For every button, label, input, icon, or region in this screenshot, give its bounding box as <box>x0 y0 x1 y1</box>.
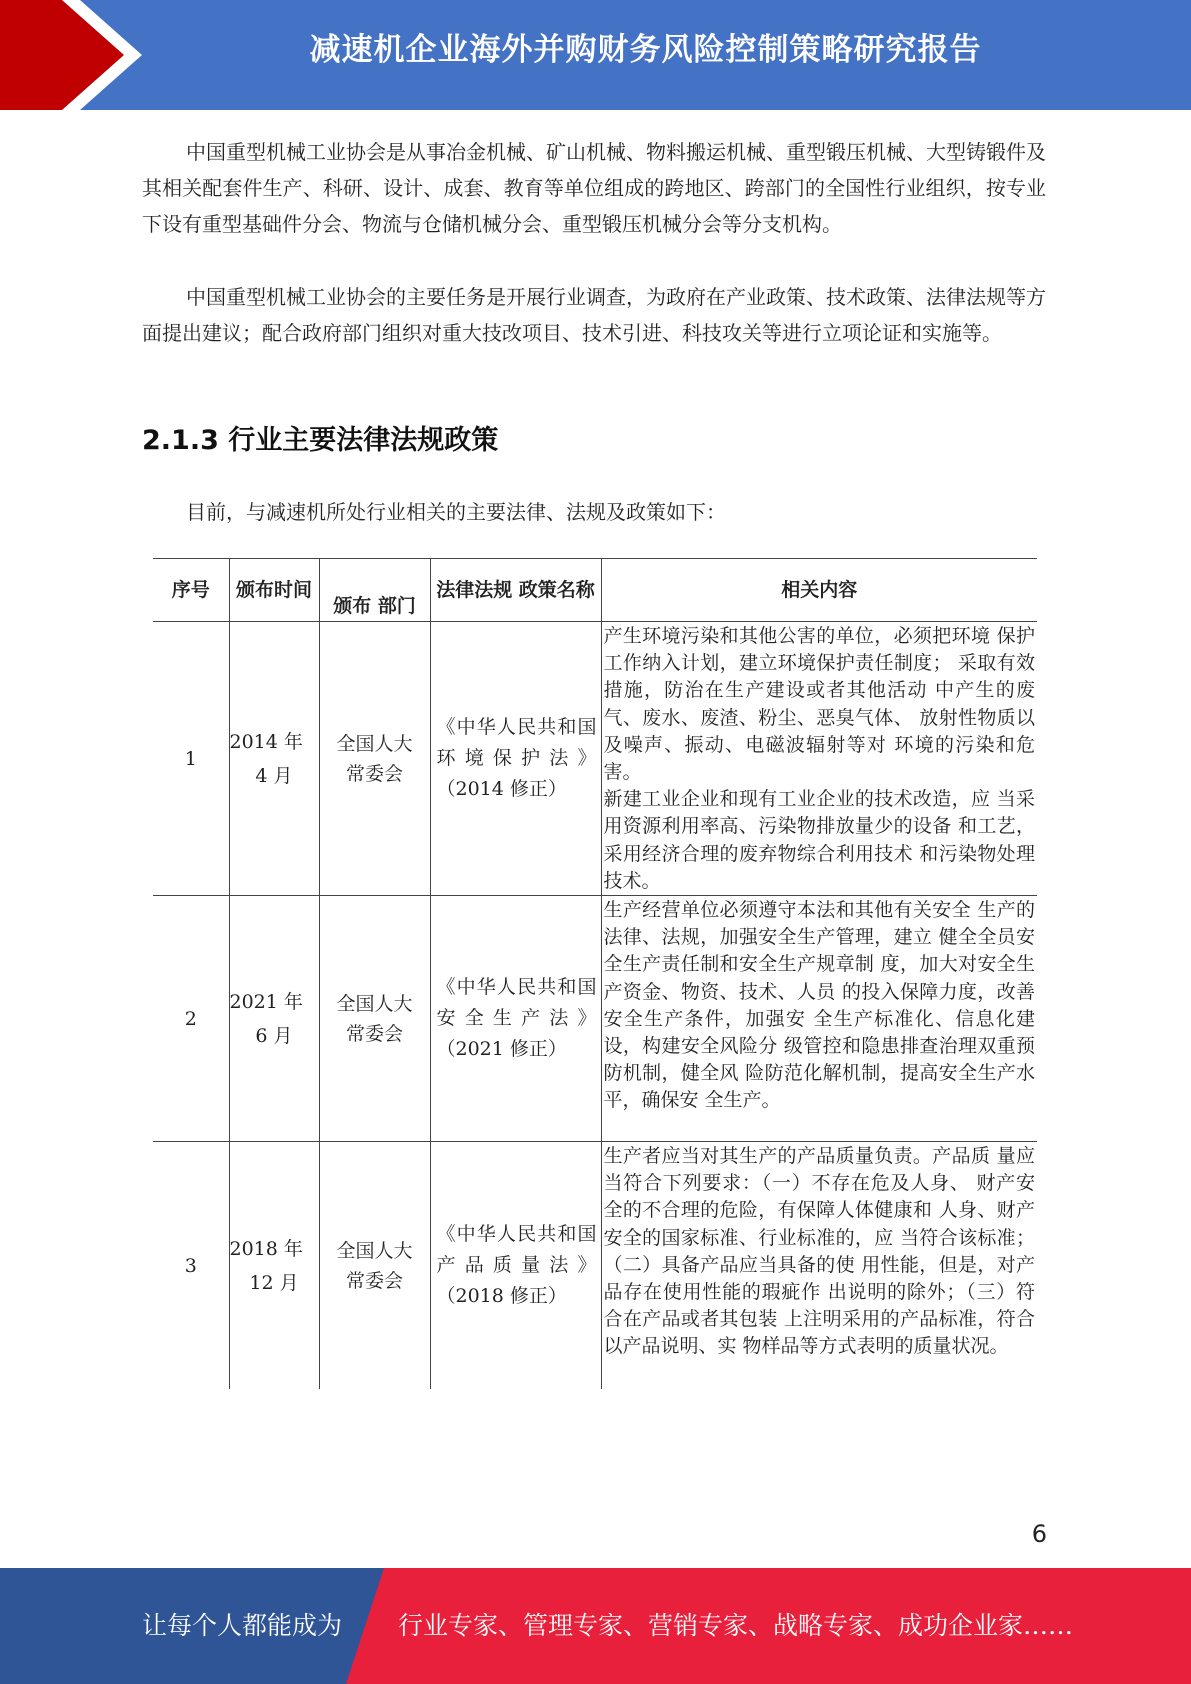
department-line-1: 全国人大 <box>336 732 413 755</box>
issue-month: 4 月 <box>255 764 293 787</box>
issue-date <box>229 1142 319 1390</box>
related-content <box>601 896 1037 1142</box>
header-name: 法律法规 政策名称 <box>430 559 601 622</box>
law-name: 《中华人民共和国安全生产法》（2021 修正） <box>430 896 601 1142</box>
section-heading: 2.1.3 行业主要法律法规政策 <box>142 425 499 456</box>
report-title: 减速机企业海外并购财务风险控制策略研究报告 <box>309 32 982 68</box>
table-row <box>153 1142 1037 1390</box>
content-paragraph: 新建工业企业和现有工业企业的技术改造，应 当采用资源利用率高、污染物排放量少的设备 和工艺，采用经济合理的废弃物综合利用技术 和污染物处理技术。 <box>603 788 1035 892</box>
footer-slogan-right: 行业专家、管理专家、营销专家、战略专家、成功企业家…… <box>398 1611 1074 1640</box>
issuing-department <box>319 622 430 896</box>
related-content <box>601 622 1037 896</box>
content-paragraph: 生产经营单位必须遵守本法和其他有关安全 生产的法律、法规，加强安全生产管理，建立 健全全员安全生产责任制和安全生产规章制 度，加大对安全生产资金、物资、技术、人员 的投入保障力度，改善安全生产条件，加强安 全生产标准化、信息化建设，构建安全风险分 级管控和隐患排查治理双重预防机制，健全风 险防范化解机制，提高安全生产水平，确保安 全生产。 <box>603 899 1035 1112</box>
table-header-row <box>153 559 1037 622</box>
page-number: 6 <box>1031 1520 1047 1548</box>
issue-year: 2018 年 <box>229 1237 303 1260</box>
page-header <box>0 0 1191 110</box>
laws-regulations-table <box>153 558 1037 1389</box>
table-row <box>153 896 1037 1142</box>
paragraph-association-tasks: 中国重型机械工业协会的主要任务是开展行业调查，为政府在产业政策、技术政策、法律法规等方面提出建议；配合政府部门组织对重大技改项目、技术引进、科技攻关等进行立项论证和实施等。 <box>142 285 1046 345</box>
department-line-1: 全国人大 <box>336 992 413 1015</box>
issue-year: 2021 年 <box>229 990 303 1013</box>
header-date: 颁布时间 <box>229 559 319 622</box>
issuing-department <box>319 896 430 1142</box>
issue-date <box>229 622 319 896</box>
department-line-2: 常委会 <box>345 762 403 785</box>
related-content <box>601 1142 1037 1390</box>
law-name: 《中华人民共和国环境保护法》（2014 修正） <box>430 622 601 896</box>
department-line-2: 常委会 <box>345 1269 403 1292</box>
header-dept: 颁布 部门 <box>319 559 430 622</box>
header-red-arrow-decoration <box>0 0 160 110</box>
table-intro: 目前，与减速机所处行业相关的主要法律、法规及政策如下： <box>186 500 726 524</box>
content-paragraph: 生产者应当对其生产的产品质量负责。产品质 量应当符合下列要求：（一）不存在危及人身、 财产安全的不合理的危险，有保障人体健康和 人身、财产安全的国家标准、行业标准的，应 当符合该标准；（二）具备产品应当具备的使 用性能，但是，对产品存在使用性能的瑕疵作 出说明的除外；（三）符合在产品或者其包装 上注明采用的产品标准，符合以产品说明、实 物样品等方式表明的质量状况。 <box>603 1145 1035 1358</box>
page-footer <box>0 1568 1191 1684</box>
issue-month: 12 月 <box>249 1271 299 1294</box>
issue-month: 6 月 <box>255 1024 293 1047</box>
row-number: 1 <box>153 622 229 896</box>
issue-date <box>229 896 319 1142</box>
header-no: 序号 <box>153 559 229 622</box>
header-content: 相关内容 <box>601 559 1037 622</box>
content-paragraph: 产生环境污染和其他公害的单位，必须把环境 保护工作纳入计划，建立环境保护责任制度； 采取有效措施，防治在生产建设或者其他活动 中产生的废气、废水、废渣、粉尘、恶臭气体、 放射性物质以及噪声、振动、电磁波辐射等对 环境的污染和危害。 <box>603 625 1035 784</box>
row-number: 2 <box>153 896 229 1142</box>
table-row <box>153 622 1037 896</box>
law-name: 《中华人民共和国产品质量法》（2018 修正） <box>430 1142 601 1390</box>
department-line-2: 常委会 <box>345 1022 403 1045</box>
footer-slogan-left: 让每个人都能成为 <box>142 1611 343 1640</box>
issue-year: 2014 年 <box>229 730 303 753</box>
department-line-1: 全国人大 <box>336 1239 413 1262</box>
issuing-department <box>319 1142 430 1390</box>
row-number: 3 <box>184 1254 197 1277</box>
paragraph-association-intro: 中国重型机械工业协会是从事冶金机械、矿山机械、物料搬运机械、重型锻压机械、大型铸锻件及其相关配套件生产、科研、设计、成套、教育等单位组成的跨地区、跨部门的全国性行业组织，按专业下设有重型基础件分会、物流与仓储机械分会、重型锻压机械分会等分支机构。 <box>142 140 1046 236</box>
